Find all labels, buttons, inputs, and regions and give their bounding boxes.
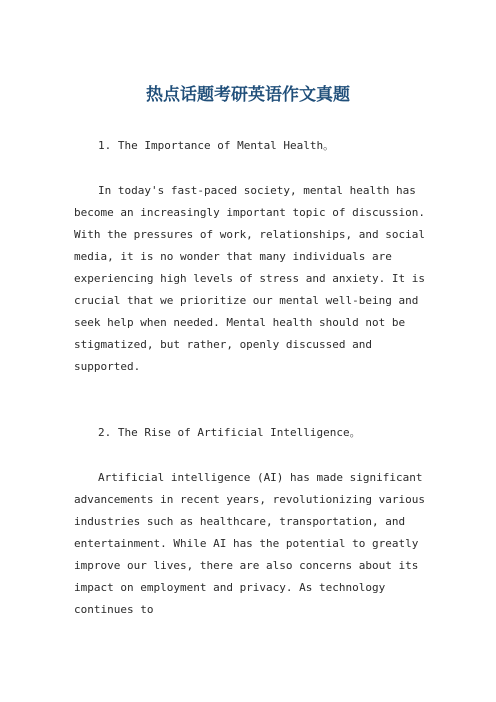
- section-paragraph: In today's fast-paced society, mental health has become an increasingly important topic of discussion. With the pressures of work, relationships, and social media, it is no wonder that many individuals are experiencing high levels of stress and anxiety. It is crucial that we prioritize our mental well-being and seek help when needed. Mental health should not be stigmatized, but rather, openly discussed and supported.: [74, 184, 425, 373]
- section-paragraph: Artificial intelligence (AI) has made significant advancements in recent years, revolutionizing various industries such as healthcare, transportation, and entertainment. While AI has the potential to greatly improve our lives, there are also concerns about its impact on employment and privacy. As technology continues to: [74, 471, 425, 616]
- document-title: 热点话题考研英语作文真题: [146, 85, 350, 105]
- section-heading: 2. The Rise of Artificial Intelligence。: [98, 426, 361, 439]
- section-heading: 1. The Importance of Mental Health。: [98, 139, 335, 152]
